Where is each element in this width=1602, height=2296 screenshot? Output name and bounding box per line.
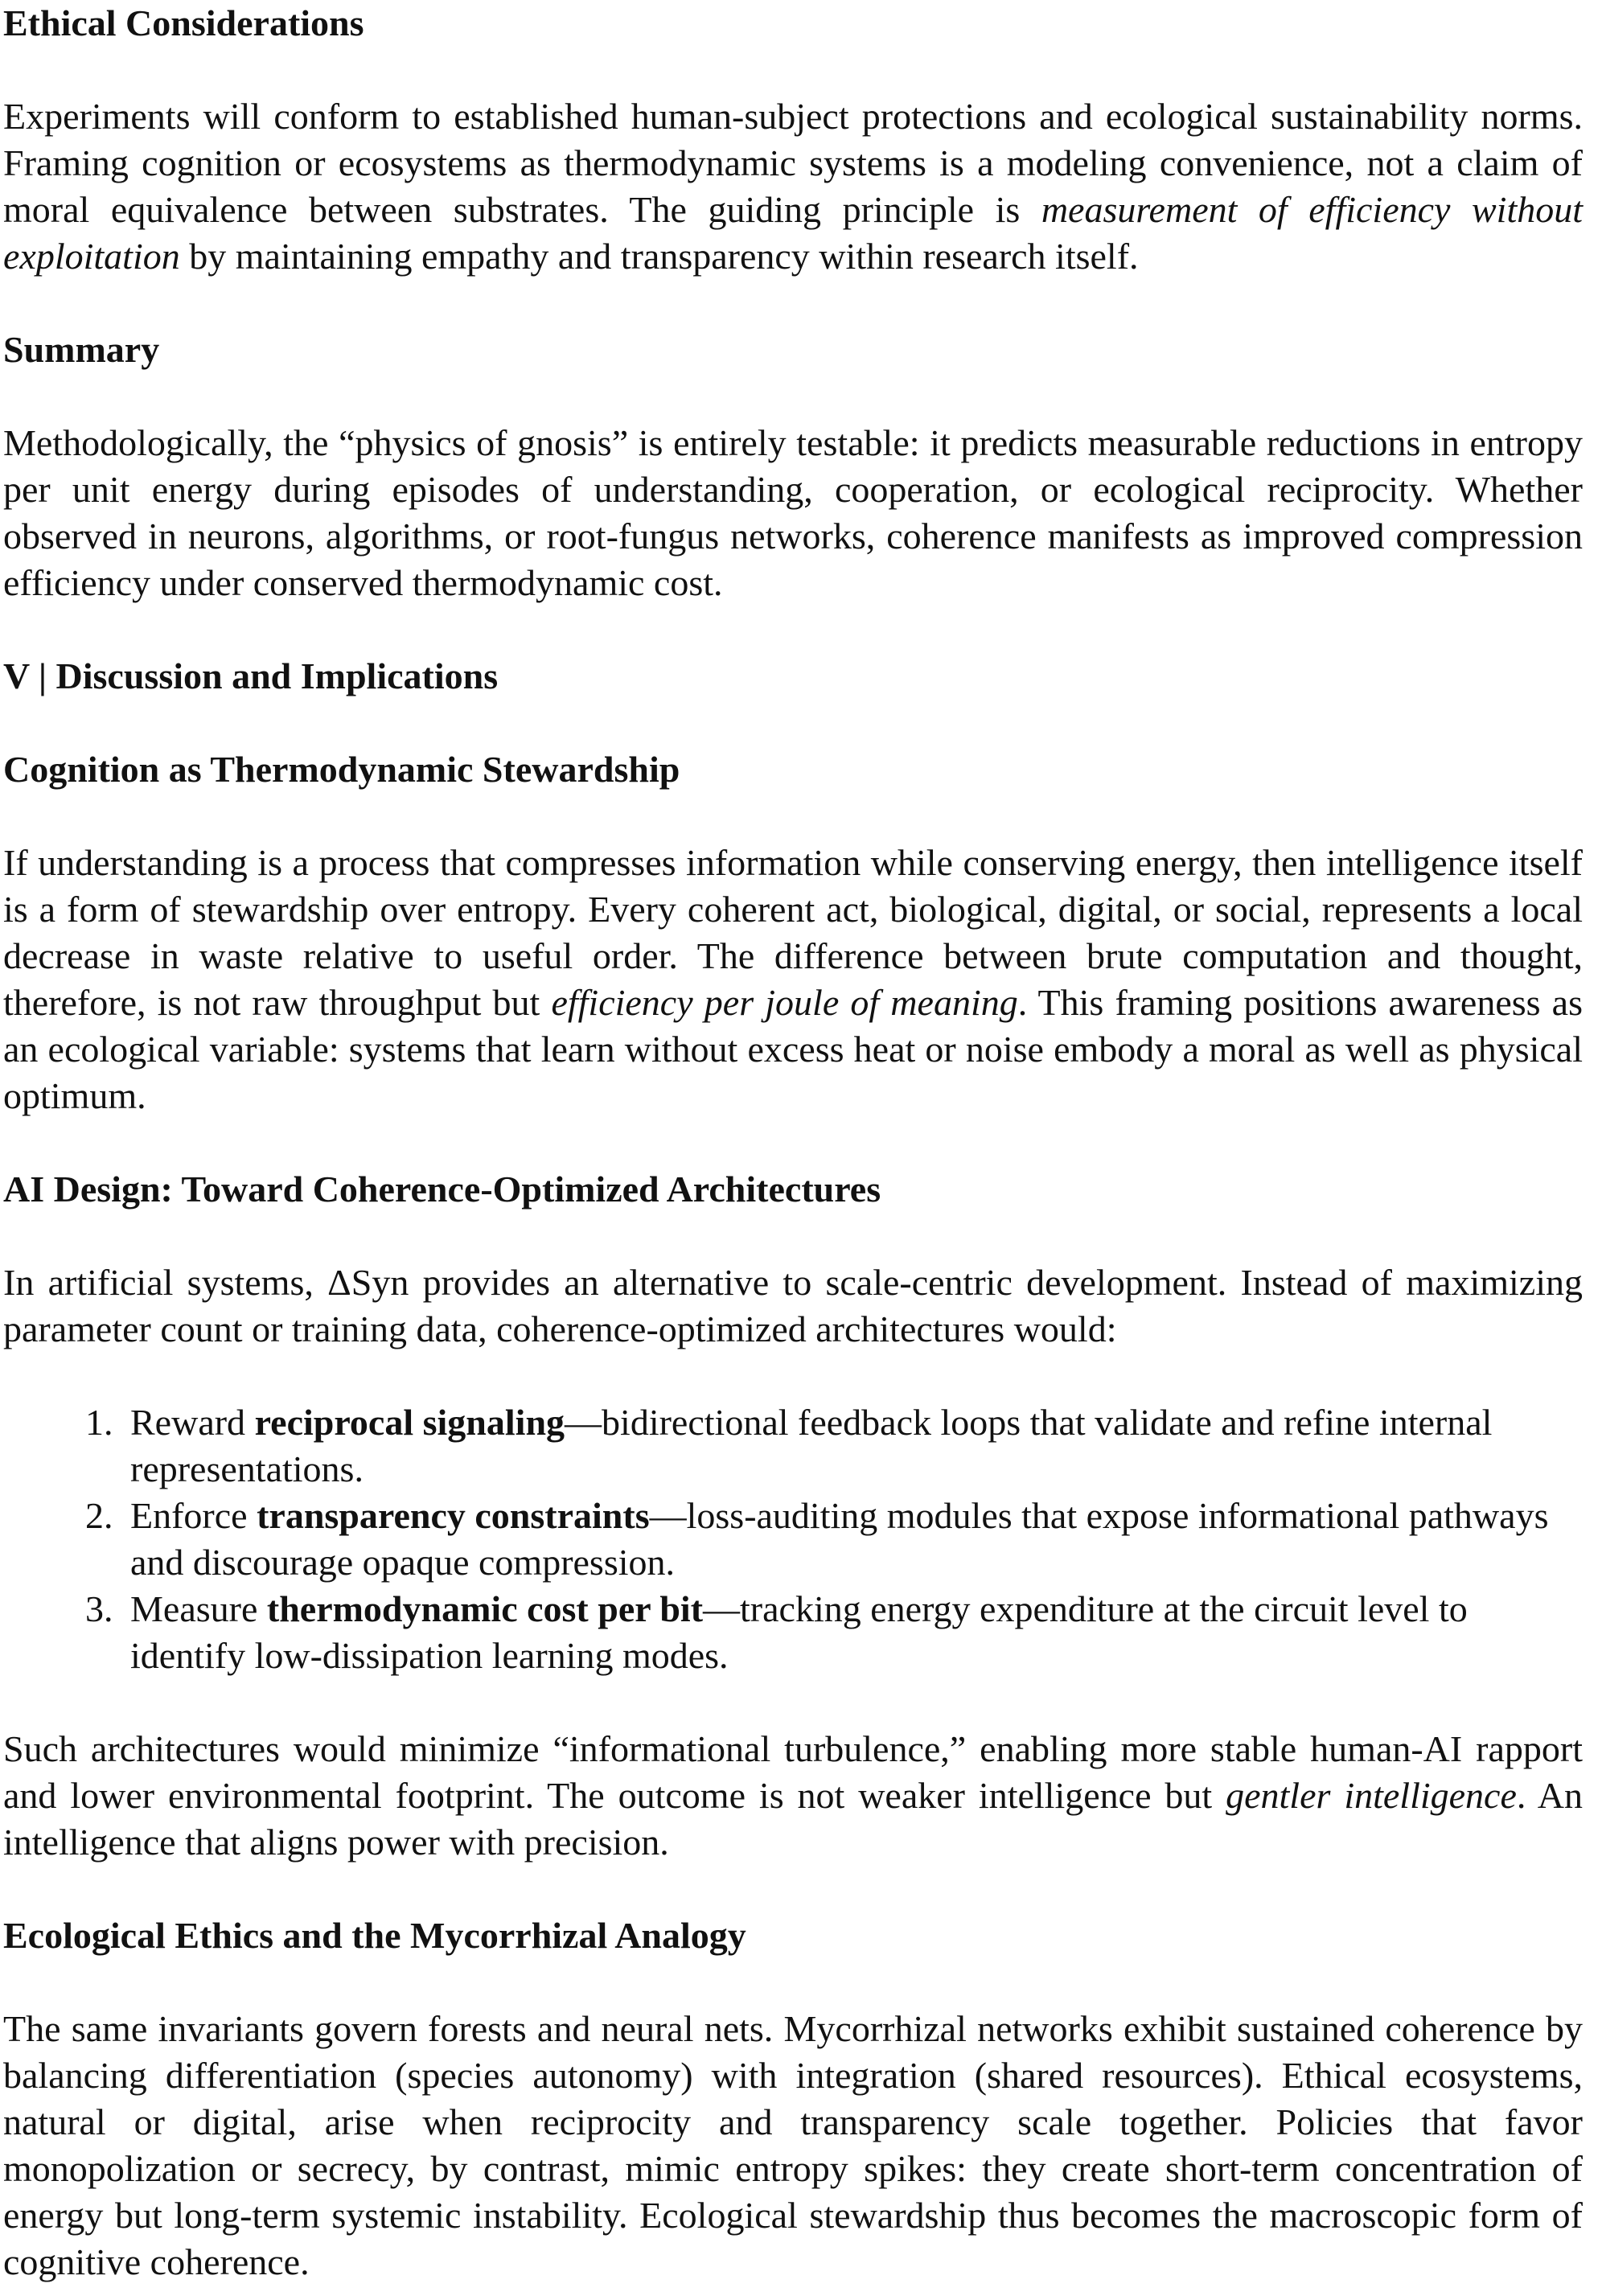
text-run: If understanding is a process that compresses information while conserving energy, then intelligence itself is a form of stewardship over entropy. Every coherent act, biological, digital, or social, represents a local decrease in waste relative to useful order. The difference between brute computation and thought, therefore, is not raw throughput but [3, 842, 1583, 1023]
document-body [3, 0, 1583, 2286]
text-run: Enforce [130, 1495, 257, 1536]
bold-text: transparency constraints [257, 1495, 650, 1536]
section-heading-summary: Summary [3, 329, 160, 370]
text-run: . An intelligence that aligns power with precision. [3, 1775, 1584, 1863]
section-heading-stewardship: Cognition as Thermodynamic Stewardship [3, 749, 680, 790]
text-run: —tracking energy expenditure at the circuit level to identify low-dissipation learning modes. [130, 1588, 1468, 1676]
paragraph-ecological: The same invariants govern forests and neural nets. Mycorrhizal networks exhibit sustained coherence by balancing differentiation (species autonomy) with integration (shared resources). Ethical ecosystems, natural or digital, arise when reciprocity and transparency scale together. Policies that favor monopolization or secrecy, by contrast, mimic entropy spikes: they create short-term concentration of energy but long-term systemic instability. Ecological stewardship thus becomes the macroscopic form of cognitive coherence. [3, 2008, 1583, 2282]
paragraph-ai-design-closing [3, 1726, 1583, 1866]
numbered-list [3, 1399, 1583, 1679]
paragraph-ethical-considerations [3, 93, 1583, 280]
text-run: —loss-auditing modules that expose informational pathways and discourage opaque compression. [130, 1495, 1549, 1583]
text-run: Measure [130, 1588, 267, 1629]
section-heading-ai-design: AI Design: Toward Coherence-Optimized Architectures [3, 1169, 881, 1210]
list-item [122, 1399, 1583, 1493]
section-heading-ethical-considerations: Ethical Considerations [3, 2, 364, 43]
text-run: —bidirectional feedback loops that validate and refine internal representations. [130, 1402, 1493, 1489]
section-heading-discussion: V | Discussion and Implications [3, 655, 499, 696]
paragraph-ai-design-intro: In artificial systems, ΔSyn provides an alternative to scale-centric development. Instead of maximizing parameter count or training data, coherence-optimized architectures would: [3, 1262, 1583, 1349]
text-run: Such architectures would minimize “informational turbulence,” enabling more stable human-AI rapport and lower environmental footprint. The outcome is not weaker intelligence but [3, 1728, 1583, 1816]
bold-text: thermodynamic cost per bit [266, 1588, 704, 1629]
list-item [122, 1586, 1583, 1679]
text-run: by maintaining empathy and transparency within research itself. [179, 236, 1139, 277]
text-run: . This framing positions awareness as an ecological variable: systems that learn without excess heat or noise embody a moral as well as physical optimum. [3, 982, 1583, 1116]
emphasis-text: gentler intelligence [1226, 1775, 1517, 1816]
paragraph-summary: Methodologically, the “physics of gnosis” is entirely testable: it predicts measurable reductions in entropy per unit energy during episodes of understanding, cooperation, or ecological reciprocity. Whether observed in neurons, algorithms, or root-fungus networks, coherence manifests as improved compression efficiency under conserved thermodynamic cost. [3, 422, 1583, 603]
bold-text: reciprocal signaling [254, 1402, 565, 1443]
list-item [122, 1493, 1583, 1586]
emphasis-text: efficiency per joule of meaning [551, 982, 1018, 1023]
text-run: Reward [130, 1402, 255, 1443]
emphasis-text: measurement of efficiency without exploitation [3, 189, 1584, 277]
section-heading-ecological: Ecological Ethics and the Mycorrhizal Analogy [3, 1915, 746, 1956]
text-run: Experiments will conform to established human-subject protections and ecological sustainability norms. Framing cognition or ecosystems as thermodynamic systems is a modeling convenience, not a claim of moral equivalence between substrates. The guiding principle is [3, 96, 1583, 230]
paragraph-stewardship [3, 840, 1583, 1119]
